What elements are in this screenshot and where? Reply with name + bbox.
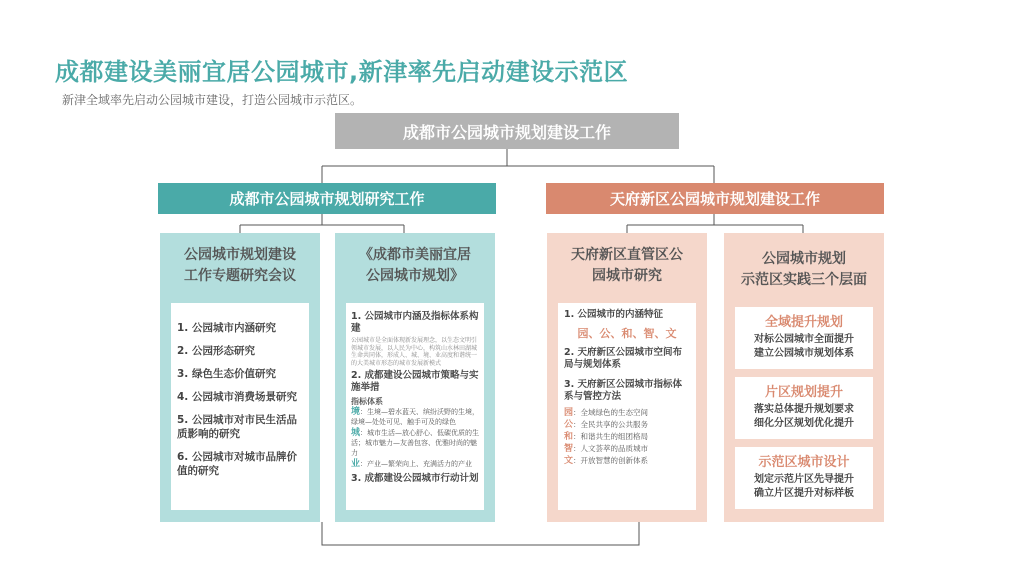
list-item: 5. 公园城市对市民生活品质影响的研究	[177, 414, 297, 440]
list-item: 3. 绿色生态价值研究	[177, 368, 276, 380]
practice-card-global	[735, 307, 873, 369]
connector-top	[322, 149, 714, 183]
connector-right	[627, 214, 803, 233]
branch-research: 成都市公园城市规划研究工作	[158, 183, 496, 214]
section-heading: 3. 成都建设公园城市行动计划	[351, 473, 479, 484]
section-heading: 2. 成都建设公园城市策略与实施举措	[351, 370, 479, 393]
practice-card-demo	[735, 447, 873, 509]
list-item: 6. 公园城市对城市品牌价值的研究	[177, 451, 297, 477]
practice-card-line: 落实总体提升规划要求	[754, 404, 854, 415]
panel-tianfu-research	[547, 233, 707, 522]
feature-line: 和：和谐共生的组团格局	[564, 432, 649, 442]
panel-card	[558, 303, 696, 510]
connector-bottom	[322, 522, 639, 545]
list-item: 1. 公园城市内涵研究	[177, 322, 276, 334]
branch-tianfu: 天府新区公园城市规划建设工作	[546, 183, 884, 214]
panel-head: 公园城市规划建设 工作专题研究会议	[184, 247, 296, 284]
practice-card-line: 划定示范片区先导提升	[754, 474, 854, 485]
practice-card-line: 细化分区规划优化提升	[754, 418, 854, 429]
indicator-line: 境：生境—碧水蓝天、缤纷沃野的生境，绿境—处处可见、触手可及的绿色	[351, 407, 480, 426]
practice-card-line: 对标公园城市全面提升	[754, 334, 854, 345]
practice-card-line: 建立公园城市规划体系	[754, 348, 854, 359]
panel-head: 天府新区直管区公 园城市研究	[571, 247, 683, 284]
section-heading: 1. 公园城市内涵及指标体系构建	[351, 311, 479, 334]
feature-line: 文：开放智慧的创新体系	[564, 456, 649, 466]
section-heading: 3. 天府新区公园城市指标体系与管控方法	[564, 379, 683, 402]
panel-head: 《成都市美丽宜居 公园城市规划》	[359, 247, 471, 284]
panel-demo-zone-practice	[724, 233, 884, 522]
page-title: 成都建设美丽宜居公园城市,新津率先启动建设示范区	[55, 58, 629, 86]
panel-card	[171, 303, 309, 510]
top-box: 成都市公园城市规划建设工作	[335, 113, 679, 149]
practice-card-title: 片区规划提升	[764, 385, 843, 400]
list-item: 2. 公园形态研究	[177, 345, 255, 357]
section-heading: 2. 天府新区公园城市空间布局与规划体系	[564, 347, 683, 370]
feature-line: 公：全民共享的公共服务	[564, 420, 649, 430]
feature-chars: 园、公、和、智、文	[577, 327, 677, 340]
panel-head: 公园城市规划 示范区实践三个层面	[741, 251, 867, 288]
practice-card-line: 确立片区提升对标样板	[754, 488, 854, 499]
indicator-label: 指标体系	[351, 397, 383, 406]
indicator-line: 业：产业—繁荣向上、充满活力的产业	[351, 459, 473, 469]
feature-line: 园：全域绿色的生态空间	[564, 408, 649, 418]
page-subtitle: 新津全域率先启动公园城市建设，打造公园城市示范区。	[62, 93, 363, 107]
section-description: 公园城市是全面体现新发展理念，以生态文明引领城市发展，以人民为中心，构筑山水林田湖城生命共同体，形成人、城、境、业高度和谐统一的大美城市形态的城市发展新模式	[351, 337, 478, 367]
practice-card-title: 示范区城市设计	[758, 455, 850, 470]
connector-left	[240, 214, 404, 233]
feature-line: 智：人文荟萃的品质城市	[564, 444, 649, 454]
panel-card	[346, 303, 484, 510]
panel-research-meeting	[160, 233, 320, 522]
practice-card-title: 全域提升规划	[764, 315, 843, 330]
practice-card-district	[735, 377, 873, 439]
section-heading: 1. 公园城市的内涵特征	[564, 309, 664, 320]
panel-park-city-plan	[335, 233, 495, 522]
list-item: 4. 公园城市消费场景研究	[177, 391, 297, 403]
indicator-line: 城：城市生活—放心舒心、低碳优质的生活；城市魅力—友善包容、优雅时尚的魅力	[351, 428, 480, 457]
